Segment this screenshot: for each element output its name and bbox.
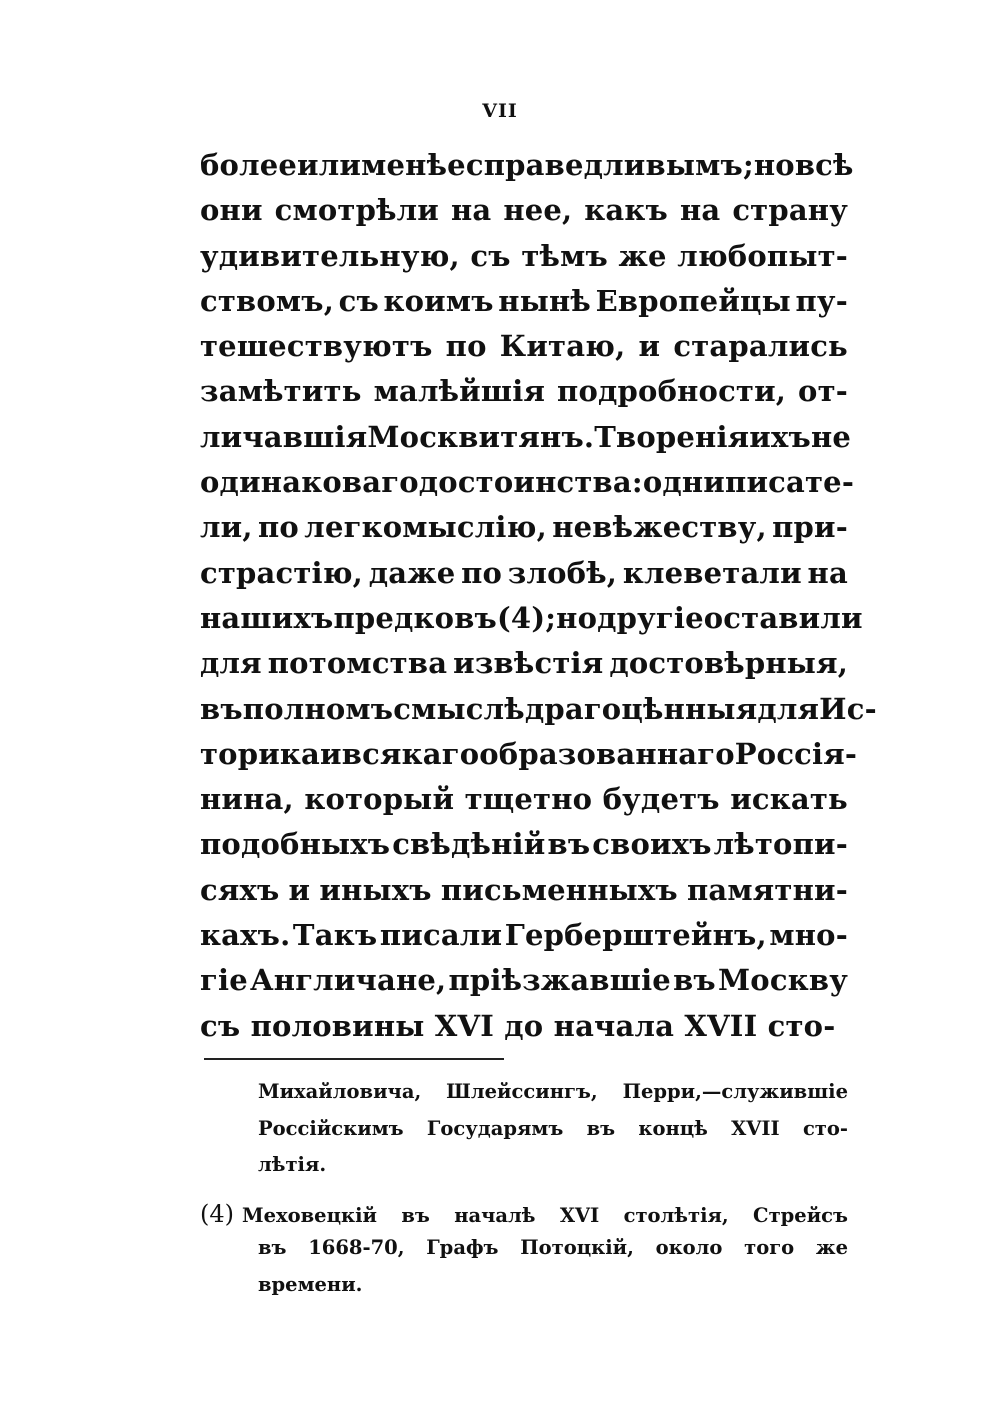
text-line: съ половины XVI до начала XVII сто- [200,1008,836,1043]
text-line: ствомъ, съ коимъ нынѣ Европейцы пу- [200,283,848,318]
text-line: они смотрѣли на нее, какъ на страну [200,193,848,228]
footnote-4-line [200,1200,848,1237]
text-line: замѣтить малѣйшія подробности, от- [200,374,848,409]
text-line: более или менѣе справедливымъ; но всѣ [200,148,854,182]
text-line: тешествуютъ по Китаю, и старались [200,329,848,364]
text-line: нина, который тщетно будетъ искать [200,782,848,817]
text-line: ли, по легкомыслію, невѣжеству, при- [200,510,848,545]
footnote-marker: (4) [200,1199,234,1228]
footnote-continuation-line: Михайловича, Шлейссингъ, Перри,—служившіе [258,1080,848,1103]
text-line: гіе Англичане, пріѣзжавшіе въ Москву [200,963,848,998]
footnotes [200,1080,848,1309]
footnote-rule [204,1058,504,1060]
text-line: личавшія Москвитянъ. Творенія ихъ не [200,419,852,454]
main-text [200,148,877,1054]
text-line: сяхъ и иныхъ письменныхъ памятни- [200,872,848,907]
footnote-4-line: времени. [258,1272,363,1296]
text-line: одинаковаго достоинства: одни писате- [200,465,855,500]
text-line: торика и всякаго образованнаго Россія- [200,736,858,771]
text-line: подобныхъ свѣдѣній въ своихъ лѣтопи- [200,827,848,862]
page-number: VII [482,100,518,122]
text-line: въ полномъ смыслѣ драгоцѣнныя для Ис- [200,691,877,726]
text-line: для потомства извѣстія достовѣрныя, [200,646,848,681]
footnote-continuation-line: Россійскимъ Государямъ въ концѣ XVII сто- [258,1116,848,1140]
text-line: страстію, даже по злобѣ, клеветали на [200,555,848,590]
footnote-continuation-line: лѣтія. [258,1153,327,1176]
text-line: кахъ. Такъ писали Герберштейнъ, мно- [200,918,848,953]
footnote-text: Меховецкій въ началѣ XVI столѣтія, Стрейсъ [242,1203,848,1227]
text-line: нашихъ предковъ (4); но другіе оставили [200,600,863,635]
text-line: удивительную, съ тѣмъ же любопыт- [200,238,848,273]
footnote-4-line: въ 1668-70, Графъ Потоцкій, около того же [258,1236,848,1259]
